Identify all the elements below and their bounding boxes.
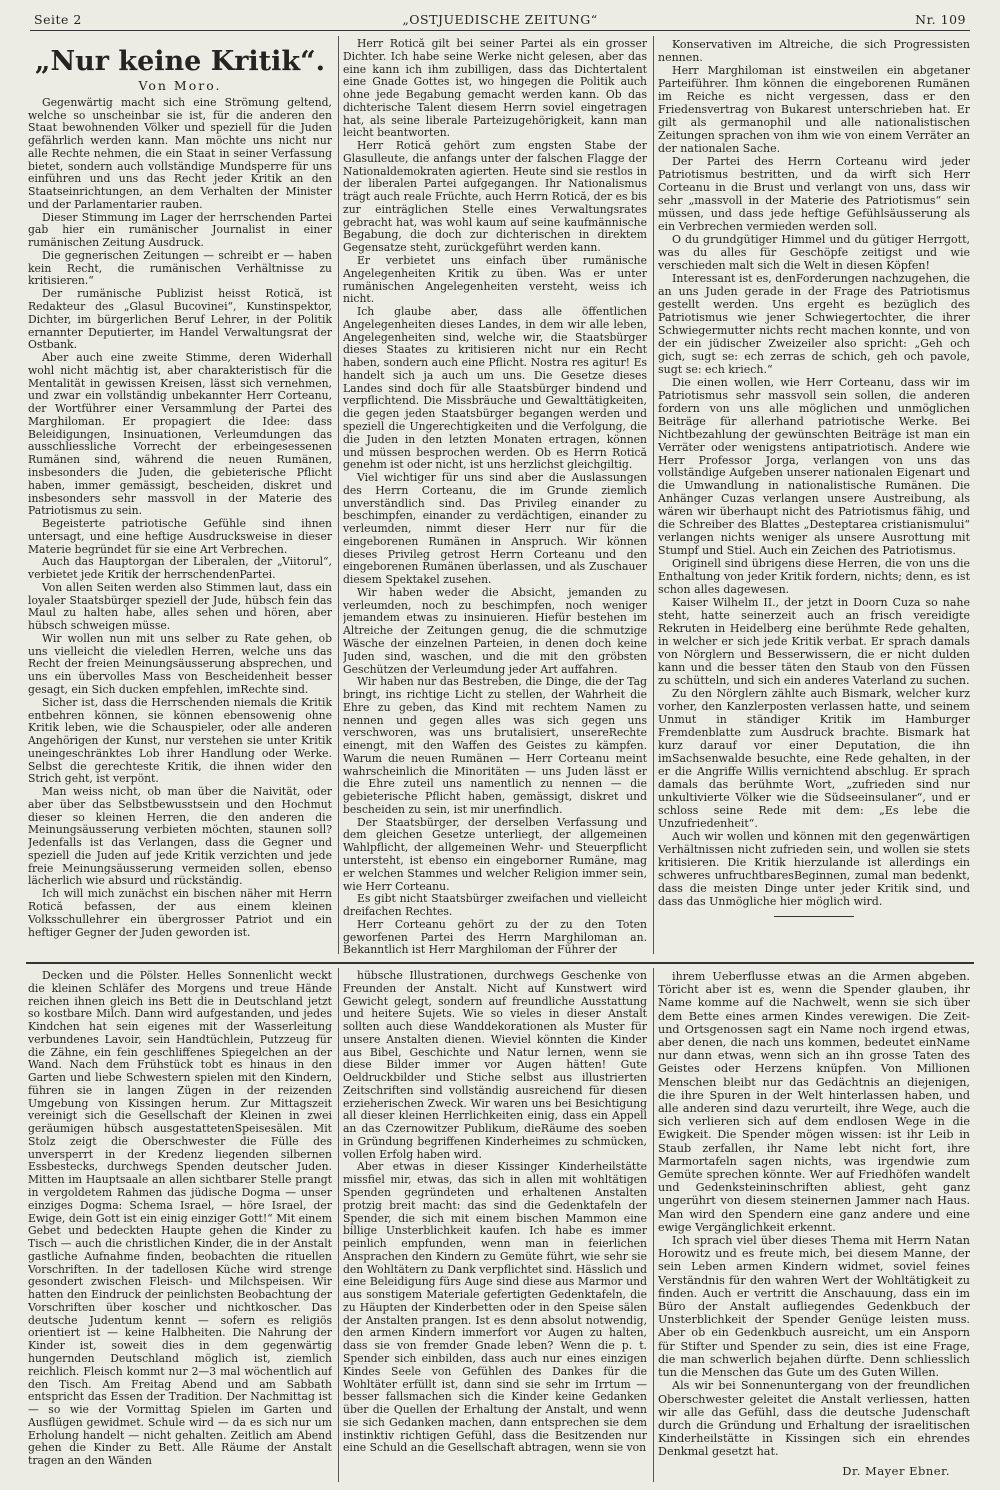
paragraph: Die gegnerischen Zeitungen — schreibt er — haben kein Recht, die rumänischen Verhältnisse zu kritisieren.“ — [28, 248, 332, 288]
article-title: „Nur keine Kritik“. — [34, 46, 326, 77]
paragraph: Ich glaube aber, dass alle öffentlichen Angelegenheiten dieses Landes, in dem wir alle leben, Angelegenheiten sind, welche wir, die Staatsbürger dieses Staates zu kritisieren nicht nur ein Recht haben, sondern auch eine Pflicht. Nostra res agitur! Es handelt sich ja auch um uns. Die Gesetze dieses Landes sind doch für alle Staatsbürger bindend und verpflichtend. Die Missbräuche und Gewalttätigkeiten, die gegen jeden Staatsbürger begangen werden und speziell die Ungerechtigkeiten und die Verfolgung, die die Juden in den letzten Monaten ertragen, können und müssen besprochen werden. Ob es Herrn Rotică genehm ist oder nicht, ist uns herzlichst gleichgiltig. — [343, 305, 647, 472]
issue-number: Nr. 109 — [915, 12, 966, 27]
paragraph: Herr Corteanu gehört zu der zu den Toten geworfenen Partei des Herrn Marghiloman an. Bekanntlich ist Herr Marghiloman der Führer der — [343, 917, 647, 956]
paragraph: Decken und die Pölster. Helles Sonnenlicht weckt die kleinen Schläfer des Morgens und treue Hände reichen ihnen gleich ins Bett die in Deutschland jetzt so kostbare Milch. Dann wird aufgestanden, und jedes Kindchen hat sein eigenes mit der Wasserleitung verbundenes Lavoir, sein Handtüchlein, Putzzeug für die Zähne, ein fein geschliffenes Spiegelchen an der Wand. Nach dem Frühstück tobt es hinaus in den Garten und liebe Schwestern spielen mit den Kindern, führen sie in langen Zügen in der reizenden Umgebung von Kissingen herum. Zur Mittagszeit vereinigt sich die Gesellschaft der Kleinen in zwei geräumigen hübsch ausgestattetenSpeisesälen. Mit Stolz zeigt die Oberschwester die Fülle des unversperrt in der Kredenz liegenden silbernen Essbestecks, durchwegs Spenden deutscher Juden. Mitten im Hauptsaale an allen sichtbarer Stelle prangt in vergoldetem Rahmen das jüdische Dogma — unser einziges Dogma: Schema Israel, — höre Israel, der Ewige, dein Gott ist ein einig einziger Gott!“ Mit einem Gebet und bedeckten Haupte gehen die Kinder zu Tisch — auch die christlichen Kinder, die in der Anstalt gastliche Aufnahme finden, beobachten die rituellen Vorschriften. In der tadellosen Küche wird strenge gesondert zwischen Fleisch- und Milchspeisen. Wir hatten den Eindruck der peinlichsten Beobachtung der Vorschriften über koscher und nichtkoscher. Das deutsche Judentum kennt — sofern es religiös orientiert ist — keine Halbheiten. Die Nahrung der Kinder ist, soweit dies in dem gegenwärtig hungernden Deutschland möglich ist, ziemlich reichlich. Fleisch kommt nur 2—3 mal wöchentlich auf den Tisch. Am Freitag Abend und am Sabbath entspricht das Essen der Tradition. Der Nachmittag ist — so wie der Vormittag Spielen im Garten und Ausflügen gewidmet. Schule wird — da es sich nur um Erholung handelt — nicht gehalten. Zeitlich am Abend gehen die Kinder zu Bett. Alle Räume der Anstalt tragen an den Wänden — [28, 970, 332, 1468]
paragraph: Der Partei des Herrn Corteanu wird jeder Patriotismus bestritten, und da wirft sich Herr Corteanu in die Brust und verlangt von uns, dass wir sehr „massvoll in der Materie des Patriotismus“ sein müssen, und dass jede heftige Gefühlsäusserung als ein Verbrechen vermieden werden soll. — [658, 154, 970, 233]
paragraph: Auch das Hauptorgan der Liberalen, der „Viitorul“, verbietet jede Kritik der herrschendenPartei. — [28, 555, 332, 582]
column-divider — [338, 36, 339, 954]
author-signature: Dr. Mayer Ebner. — [842, 1463, 950, 1478]
column-divider — [338, 968, 339, 1482]
paragraph: Konservativen im Altreiche, die sich Progressisten nennen. — [658, 38, 970, 64]
paragraph: Viel wichtiger für uns sind aber die Auslassungen des Herrn Corteanu, die im Grunde ziemlich unverständlich sind. Das Privileg einander zu beschimpfen, einander zu verdächtigen, einander zu verleumden, nimmt dieser Herr nur für die eingeborenen Rumänen in Anspruch. Wir können dieses Privileg getrost Herrn Corteanu und den eingeborenen Rumänen überlassen, und als Zuschauer diesem Spektakel zusehen. — [343, 471, 647, 587]
paragraph: Gegenwärtig macht sich eine Strömung geltend, welche so unscheinbar sie ist, für die anderen den Staat bewohnenden Völker und speziell für die Juden gefährlich werden kann. Man möchte uns nicht nur alle Rechte nehmen, die ein Staat in seiner Verfassung bietet, sondern auch vollständige Mundsperre für uns einführen und uns das Recht jeder Kritik an den Staatseinrichtungen, an dem Verhalten der Minister und der Parlamentarier rauben. — [28, 95, 332, 211]
page-number: Seite 2 — [34, 12, 82, 27]
paragraph: Auch wir wollen und können mit den gegenwärtigen Verhältnissen nicht zufrieden sein, und wollen sie stets kritisieren. Die Kritik hierzulande ist allerdings ein schweres unfruchtbaresBeginnen, zumal man bedenkt, dass die meisten Dinge unter jeder Kritik sind, und dass das Unmögliche hier möglich wird. — [658, 830, 970, 908]
article-end-rule — [774, 916, 854, 917]
paragraph: Er verbietet uns einfach über rumänische Angelegenheiten Kritik zu üben. Was er unter rumänischen Angelegenheiten versteht, weiss ich nicht. — [343, 254, 647, 306]
paragraph: Kaiser Wilhelm II., der jetzt in Doorn Cuza so nahe steht, hatte seinerzeit auch an frisch vereidigte Rekruten in Heidelberg eine berühmte Rede gehalten, in welcher er sich jede Kritik verbat. Er sprach damals von Nörglern und Besserwissern, die er nicht dulden kann und die besser täten den Staub von den Füssen zu schütteln, und sich ein anderes Vaterland zu suchen. — [658, 596, 970, 688]
article-byline: Von Moro. — [138, 78, 222, 93]
article2-column-2 — [343, 970, 647, 1482]
paragraph: Ich will mich zunächst ein bischen näher mit Herrn Rotică befassen, der aus einem kleinen Volksschullehrer ein übergrosser Patriot und ein heftiger Gegner der Juden geworden ist. — [28, 887, 332, 939]
paragraph: Zu den Nörglern zählte auch Bismark, welcher kurz vorher, den Kanzlerposten verlassen hatte, und seinem Unmut in ständiger Kritik im Hamburger Fremdenblatte zum Ausdruck brachte. Bismark hat kurz darauf vor einer Deputation, die ihn imSachsenwalde besuchte, eine Rede gehalten, in der er die Angriffe Willis vernichtend abschlug. Er sprach damals das berühmte Wort, „zufrieden sind nur unkultivierte Völker wie die Südseeinsulaner“, und er schloss seine Rede mit dem: „Es lebe die Unzufriedenheit“. — [658, 687, 970, 831]
column-divider — [653, 36, 654, 954]
paragraph: Die einen wollen, wie Herr Corteanu, dass wir im Patriotismus sehr massvoll sein sollen, die anderen fordern von uns alle möglichen und unmöglichen Beiträge für allerhand patriotische Werke. Bei Nichtbezahlung der gewünschten Beiträge ist man ein Verräter oder wenigstens antipatriotisch. Andere wie Herr Professor Jorga, verlangen von uns das vollständige Aufgeben unserer nationalen Eigenart und die Umwandlung in nationalistische Rumänen. Die Anhänger Cuzas verlangen unsere Austreibung, als wären wir überhaupt nicht des Patriotismus fähig, und die Schreiber des Blattes „Desteptarea cristianismului“ verlangen nichts weniger als unsere Ausrottung mit Stumpf und Stiel. Auch ein Zeichen des Patriotismus. — [658, 375, 970, 558]
paragraph: Begeisterte patriotische Gefühle sind ihnen untersagt, und eine heftige Ausdrucksweise in dieser Materie begründet für sie eine Art Verbrechen. — [28, 517, 332, 556]
paragraph: Herr Marghiloman ist einstweilen ein abgetaner Parteiführer. Ihm können die eingeborenen Rumänen im Reiche es nicht vergessen, dass er den Friedensvertrag von Bukarest unterschrieben hat. Er gilt als germanophil und alle nationalistischen Zeitungen sprachen von ihm wie von einem Verräter an der nationalen Sache. — [658, 63, 970, 155]
paragraph: Der Staatsbürger, der derselben Verfassung und dem gleichen Gesetze unterliegt, der allgemeinen Wahlpflicht, der allgemeinen Wehr- und Steuerpflicht untersteht, ist ebenso ein eingeborner Rumäne, mag er welchen Stammes und welcher Religion immer sein, wie Herr Corteanu. — [343, 815, 647, 893]
paragraph: hübsche Illustrationen, durchwegs Geschenke von Freunden der Anstalt. Nicht auf Kunstwert wird Gewicht gelegt, sondern auf freundliche Ausstattung und heitere Sujets. Wie so vieles in dieser Anstalt sollten auch diese Wanddekorationen als Muster für unsere Anstalten dienen. Wieviel könnten die Kinder aus Bibel, Geschichte und Natur lernen, wenn sie diese Bilder immer vor Augen hätten! Gute Oeldruckbilder und Stiche selbst aus illustrierten Zeitschriften sind vollständig ausreichend für diesen erzieherischen Zweck. Wir waren uns bei Besichtigung all dieser kleinen Herrlichkeiten einig, dass ein Appell an das Czernowitzer Publikum, dieRäume des soeben in Gründung begriffenen Kinderheimes zu schmücken, vollen Erfolg haben wird. — [343, 970, 647, 1161]
article1-column-3 — [658, 38, 970, 956]
paragraph: Wir haben weder die Absicht, jemanden zu verleumden, noch zu beschimpfen, noch weniger jemandem etwas zu insinuieren. Hiefür bestehen im Altreiche der Zeitungen genug, die die schmutzige Wäsche der einzelnen Parteien, in denen doch keine Juden sind, waschen, und die mit den gröbsten Geschützen der Verleumdung jeder Art auffahren. — [343, 585, 647, 676]
paragraph: Aber etwas in dieser Kissinger Kinderheilstätte missfiel mir, etwas, das sich in allen mit wohltätigen Spenden gegründeten und erhaltenen Anstalten protzig breit macht: das sind die Gedenktafeln der Spender, die sich mit einem bischen Mammon eine billige Unsterblichkeit kaufen. Ich habe es immer peinlich empfunden, wenn man in feierlichen Ansprachen den Kindern zu Gemüte führt, wie sehr sie den Wohltätern zu Dank verpflichtet sind. Hässlich und eine Beleidigung fürs Auge sind diese aus Marmor und aus sonstigem Materiale gefertigten Gedenktafeln, die zu Häupten der Kinderbetten oder in den Speise sälen der Anstalten prangen. Ist es denn absolut notwendig, den armen Kindern immerfort vor Augen zu halten, dass sie von fremder Gnade leben? Wenn die p. t. Spender sich einbilden, dass auch nur eines einzigen Kindes Seele von Gefühlen des Dankes für die Wohltäter erfüllt ist, dann sind sie sehr im Irrtum — besser fallsmachen sich die Kinder keine Gedanken über die Quellen der Erhaltung der Anstalt, und wenn sie sich Gedanken machen, dann entsprechen sie dem instinktiv richtigen Gefühl, dass die Besitzenden nur eine Schuld an die Gesellschaft abtragen, wenn sie von — [343, 1160, 647, 1455]
article2-column-3 — [658, 970, 970, 1482]
running-header — [30, 8, 970, 31]
article1-column-2 — [343, 38, 647, 956]
paragraph: Wir wollen nun mit uns selber zu Rate gehen, ob uns vielleicht die vieledlen Herren, welche uns das Recht der freien Meinungsäusserung absprechen, und uns ein übervolles Mass von Bescheidenheit besser gesagt, ein Sich ducken empfehlen, imRechte sind. — [28, 631, 332, 696]
section-divider — [26, 962, 974, 964]
paragraph: Aber auch eine zweite Stimme, deren Widerhall wohl nicht mächtig ist, aber charakteristisch für die Mentalität in gewissen Kreisen, lässt sich vernehmen, und zwar ein vollständig unbekannter Herr Corteanu, der Wortführer einer Versammlung der Partei des Marghiloman. Er propagiert die Idee: dass Beleidigungen, Insinuationen, Verleumdungen das ausschliessliche Vorrecht der erbeingesessenen Rumänen sind, während die neuen Rumänen, insbesonders die Juden, die gebieterische Pflicht haben, immer gemässigt, bescheiden, diskret und insbesonders sehr massvoll in der Materie des Patriotismus zu sein. — [28, 351, 332, 518]
paragraph: Als wir bei Sonnenuntergang von der freundlichen Oberschwester geleitet die Anstalt verliessen, hatten wir alle das Gefühl, dass die deutsche Judenschaft durch die Gründung und Erhaltung der israelitischen Kinderheilstätte in Kissingen sich ein ehrendes Denkmal gesetzt hat. — [658, 1379, 970, 1459]
paragraph: Originell sind übrigens diese Herren, die von uns die Enthaltung von jeder Kritik fordern, nichts; denn, es ist schon alles dagewesen. — [658, 557, 970, 597]
paragraph: Dieser Stimmung im Lager der herrschenden Partei gab hier ein rumänischer Journalist in einer rumänischen Zeitung Ausdruck. — [28, 210, 332, 250]
paragraph: Herr Rotică gilt bei seiner Partei als ein grosser Dichter. Ich habe seine Werke nicht gelesen, aber das eine kann ich ihm zubilligen, dass das Dichtertalent eine Gnade Gottes ist, wo hingegen die Politik auch ohne jede Begabung gemacht werden kann. Ob das dichterische Talent diesem Herrn soviel eingetragen hat, als seine liberale Parteizugehörigkeit, kann man leicht beantworten. — [343, 38, 647, 140]
paragraph: Der rumänische Publizist heisst Rotică, ist Redakteur des „Glasul Bucovinei“, Kunstinspektor, Dichter, im bürgerlichen Beruf Lehrer, in der Politik ernannter Deputierter, im Handel Verwaltungsrat der Ostbank. — [28, 287, 332, 352]
paragraph: Herr Rotică gehört zum engsten Stabe der Glasulleute, die anfangs unter der falschen Flagge der Nationaldemokraten agierten. Heute sind sie restlos in der liberalen Partei aufgegangen. Ihr Nationalismus trägt auch reale Früchte, auch Herrn Rotică, der es bis zur einträglichen Stelle eines Verwaltungsrates gebracht hat, was wohl kaum auf seine kaufmännische Begabung, die doch zur dichterischen in direktem Gegensatze steht, zurückgeführt werden kann. — [343, 139, 647, 255]
paragraph: Sicher ist, dass die Herrschenden niemals die Kritik entbehren können, sie können ebensowenig ohne Kritik leben, wie die Schauspieler, oder alle anderen Angehörigen der Kunst, nur verstehen sie unter Kritik uneingeschränktes Lob ihrer Handlung oder Werke. Selbst die gerechteste Kritik, die ihnen wider den Strich geht, ist verpönt. — [28, 695, 332, 786]
paragraph: O du grundgütiger Himmel und du gütiger Herrgott, was du alles für Geschöpfe zeitigst und wie verschieden malt sich die Welt in diesen Köpfen! — [658, 232, 970, 272]
article1-column-1 — [28, 36, 332, 956]
paragraph: Interessant ist es, denForderungen nachzugehen, die an uns Juden gerade in der Frage des Patriotismus gestellt werden. Uns ergeht es bezüglich des Patriotismus wie jener Schwiegertochter, die ihrer Schwiegermutter nichts recht machen konnte, und von der ein jüdischer Zweizeiler also spricht: „Geh och gich, sugt se: ech zerras de schich, geh och pavole, sugt se: ech kriech.“ — [658, 271, 970, 376]
masthead-title: „OSTJUEDISCHE ZEITUNG“ — [402, 12, 598, 27]
paragraph: Es gibt nicht Staatsbürger zweifachen und vielleicht dreifachen Rechtes. — [343, 892, 647, 919]
paragraph: ihrem Ueberflusse etwas an die Armen abgeben. Töricht aber ist es, wenn die Spender glauben, ihr Name komme auf die Nachwelt, wenn sie sich über dem Bette eines armen Kindes verewigen. Die Zeit- und Ortsgenossen sagt ein Name noch irgend etwas, aber denen, die nach uns kommen, bedeutet einName nur dann etwas, wenn sich an ihn grosse Taten des Geistes oder Herzens knüpfen. Von Millionen Menschen bleibt nur das Gedächtnis an diejenigen, die ihre Spuren in der Welt hinterlassen haben, und alle anderen sind dazu verurteilt, ihre Wege, auch die sich verlieren sich auf dem endlosen Wege in die Ewigkeit. Die Spender mögen wissen: ist ihr Leib in Staub zerfallen, ihr Name lebt nicht fort, ihre Marmortafeln sagen nichts, was irgendwie zum Gemüte sprechen könnte. Wer auf Friedhöfen wandelt und Gedenksteininschriften abliest, geht ganz ungerührt von diesem steinernen Jammer nach Haus. Man wird den Spendern eine ganz andere und eine ewige Vergänglichkeit erkennt. — [658, 970, 970, 1234]
paragraph: Wir haben nur das Bestreben, die Dinge, die der Tag bringt, ins richtige Licht zu stellen, der Wahrheit die Ehre zu geben, das Kind mit rechtem Namen zu nennen und gegen alles was sich gegen uns verschworen, was uns brutalisiert, unsereRechte einengt, mit den Waffen des Geistes zu kämpfen. Warum die neuen Rumänen — Herr Corteanu meint wahrscheinlich die Minoritäten — uns Juden lässt er die Ehre zuteil uns namentlich zu nennen — die gebieterische Pflicht haben, gemässigt, diskret und bescheiden zu sein, ist mir unerfindlich. — [343, 675, 647, 816]
article2-column-1 — [28, 970, 332, 1482]
paragraph: Man weiss nicht, ob man über die Naivität, oder aber über das Selbstbewusstsein und den Hochmut dieser so kleinen Herren, die den anderen die Meinungsäusserung verbieten möchten, staunen soll? Jedenfalls ist das Verlangen, dass die Gegner und speziell die Juden auf jede Kritik verzichten und jede freie Meinungsäusserung vermeiden sollen, ebenso lächerlich wie absurd und rückständig. — [28, 785, 332, 888]
paragraph: Von allen Seiten werden also Stimmen laut, dass ein loyaler Staatsbürger speziell der Jude, hübsch fein das Maul zu halten habe, alles sehen und hören, aber hübsch schweigen müsse. — [28, 580, 332, 633]
column-divider — [653, 968, 654, 1482]
paragraph: Ich sprach viel über dieses Thema mit Herrn Natan Horowitz und es freute mich, bei diesem Manne, der sein Leben armen Kindern widmet, soviel feines Verständnis für den wahren Wert der Wohltätigkeit zu finden. Auch er vertritt die Anschauung, dass ein im Büro der Anstalt aufliegendes Gedenkbuch der Unsterblichkeit der Spender Genüge leisten muss. Aber ob ein Gedenkbuch ausreicht, um ein Ansporn für Stifter und Spender zu sein, dies ist eine Frage, die man schwerlich bejahen dürfte. Denn schliesslich tun die Menschen das Gute um des Guten Willen. — [658, 1234, 970, 1380]
